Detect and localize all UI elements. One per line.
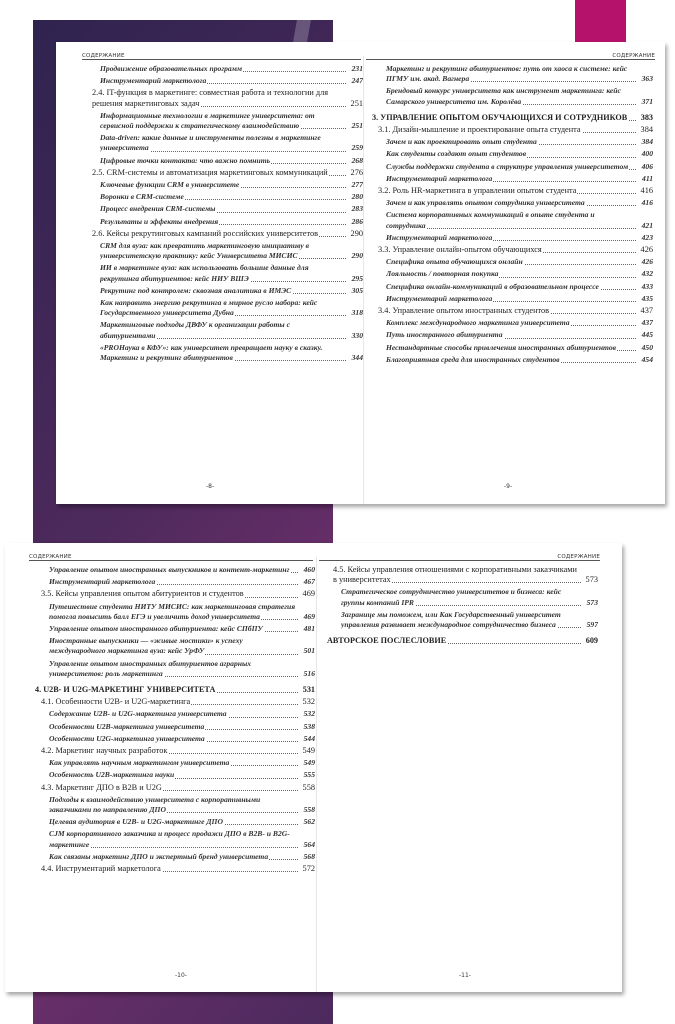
toc-entry [372, 186, 653, 196]
header-rule [29, 560, 313, 561]
toc-entry-title: Инструментарий маркетолога [386, 173, 493, 183]
toc-entry-title: 3.4. Управление опытом иностранных студентов [378, 306, 550, 316]
toc-entry-title: Рекрутинг под контролем: сквозная аналитика в ИМЭС [100, 285, 292, 295]
toc-entry-page: 531 [302, 685, 315, 695]
toc-entry-title: Как студенты создают опыт студентов [386, 149, 527, 159]
toc-entry-page: 283 [351, 204, 363, 214]
toc-entry-page: 318 [351, 308, 363, 318]
toc-entry [35, 770, 315, 780]
toc-entry [35, 783, 315, 793]
toc-entry-page: 290 [350, 228, 363, 238]
toc-entry-title: Воронки в CRM-системе [100, 192, 184, 202]
page-number: -8- [206, 483, 215, 490]
toc-entry-page: 432 [641, 269, 653, 279]
toc-entry-title: Особенность U2B-маркетинга науки [49, 770, 175, 780]
toc-entry-title: Продвижение образовательных программ [100, 64, 243, 73]
toc-entry-page: 597 [586, 620, 598, 630]
toc-entry-title: Ключевые функции CRM в университете [100, 180, 240, 190]
toc-entry-title: Маркетинг и рекрутинг абитуриентов: путь от хаоса к системе: кейс ПГМУ им. акад. Вагнера [386, 64, 628, 84]
toc-entry [372, 198, 653, 208]
toc-entry [372, 306, 653, 316]
toc-entry-title: Цифровые точки контакта: что важно помнить [100, 155, 271, 165]
toc-entry [35, 565, 315, 575]
toc-entry [35, 577, 315, 587]
toc-entry [372, 113, 653, 123]
toc-entry [35, 589, 315, 599]
toc-entry-title: Подходы к взаимодействию университета с корпоративными заказчиками по направлению ДПО [49, 794, 261, 815]
toc-entry-title: Специфика опыта обучающихся онлайн [386, 257, 523, 267]
toc-entry-title: Лояльность / повторная покупка [386, 269, 499, 279]
toc-entry [327, 636, 598, 646]
toc-entry [35, 602, 315, 622]
toc-entry-page: 276 [350, 167, 363, 177]
toc-entry-page: 549 [303, 758, 315, 768]
toc-entry [35, 636, 315, 656]
toc-entry-title: 3.5. Кейсы управления опытом абитуриентов и студентов [41, 589, 244, 599]
toc-entry [35, 817, 315, 827]
toc-entry [372, 174, 653, 184]
toc-list [35, 565, 315, 876]
toc-entry-title: Управление опытом иностранного абитуриента: кейс СПбПУ [49, 624, 263, 634]
toc-entry [86, 180, 363, 190]
toc-entry [372, 355, 653, 365]
toc-entry-page: 445 [641, 330, 653, 340]
toc-entry [372, 233, 653, 243]
toc-entry-title: Особенности U2B-маркетинга университета [49, 721, 205, 731]
toc-entry-title: Путешествие студента НИТУ МИСИС: как маркетинговая стратегия помогла повысить балл ЕГЭ и увеличить доход университета [49, 601, 296, 621]
toc-entry-title: Как управлять научным маркетингом университета [49, 758, 230, 768]
toc-entry-page: 251 [350, 98, 363, 108]
toc-entry [35, 758, 315, 768]
toc-entry-title: 3.1. Дизайн-мышление и проектирование опыта студента [378, 125, 581, 135]
toc-entry [327, 565, 598, 585]
toc-entry [372, 257, 653, 267]
toc-list [86, 64, 363, 365]
toc-entry-title: 2.4. IT-функция в маркетинге: совместная работа и технологии для решения маркетинговых задач [92, 88, 329, 108]
toc-entry-title: ИИ в маркетинге вуза: как использовать большие данные для рекрутинга абитуриентов: кейс НИУ ВШЭ [100, 263, 309, 283]
toc-entry [372, 162, 653, 172]
toc-entry [327, 610, 598, 630]
toc-entry-title: 4.5. Кейсы управления отношениями с корпоративными заказчиками в университетах [333, 565, 577, 585]
running-head: СОДЕРЖАНИЕ [612, 53, 655, 59]
magenta-accent-block [575, 0, 626, 44]
toc-entry-title: Зачем и как управлять опытом сотрудника университета [386, 198, 585, 208]
toc-entry-title: Информационные технологии в маркетинге университета: от сервисной поддержки к стратегическому взаимодействию [100, 110, 315, 131]
toc-entry-title: Загранице мы поможем, или Как Государственный университет управления развивает международное сотрудничество бизнеса [341, 609, 561, 630]
toc-entry-page: 406 [641, 161, 653, 171]
toc-entry-title: Управление опытом иностранных выпускников и контент-маркетинг [49, 565, 290, 574]
page-number: -10- [175, 972, 187, 979]
running-head: СОДЕРЖАНИЕ [29, 554, 72, 560]
toc-entry-page: 277 [351, 180, 363, 190]
toc-entry-page: 371 [641, 96, 653, 106]
toc-entry [35, 795, 315, 815]
toc-entry-page: 532 [302, 697, 315, 707]
toc-entry-page: 481 [303, 624, 315, 634]
toc-entry [372, 343, 653, 353]
toc-entry-page: 384 [640, 125, 653, 135]
toc-entry-page: 290 [351, 251, 363, 261]
toc-entry-title: 2.6. Кейсы рекрутинговых кампаний российских университетов [92, 228, 319, 238]
book-spread-pages-8-9 [56, 42, 665, 504]
toc-entry-page: 558 [302, 782, 315, 792]
toc-entry [372, 269, 653, 279]
toc-entry-page: 305 [351, 285, 363, 295]
toc-entry-title: Благоприятная среда для иностранных студентов [386, 354, 560, 364]
toc-entry [86, 168, 363, 178]
toc-entry-title: АВТОРСКОЕ ПОСЛЕСЛОВИЕ [327, 636, 447, 646]
toc-entry-title: 2.5. CRM-системы и автоматизация маркетинговых коммуникаций [92, 167, 328, 177]
page-8 [56, 42, 361, 504]
toc-entry [372, 210, 653, 230]
toc-entry-title: Особенности U2G-маркетинга университета [49, 733, 205, 743]
toc-entry-title: Службы поддержки студента в структуре управления университетом [386, 161, 629, 171]
toc-entry-page: 544 [303, 733, 315, 743]
toc-entry-page: 564 [303, 839, 315, 849]
toc-entry [35, 697, 315, 707]
running-head: СОДЕРЖАНИЕ [557, 554, 600, 560]
toc-entry-page: 383 [640, 112, 653, 122]
toc-entry [86, 320, 363, 340]
toc-entry-page: 421 [641, 220, 653, 230]
toc-entry-title: Управление опытом иностранных абитуриентов аграрных университетов: роль маркетинга [49, 658, 252, 678]
toc-entry-title: Инструментарий маркетолога [386, 293, 493, 303]
toc-list [327, 565, 598, 648]
toc-entry-page: 437 [641, 318, 653, 328]
page-number: -11- [459, 972, 471, 979]
toc-entry [327, 587, 598, 607]
toc-entry-page: 363 [641, 74, 653, 84]
toc-entry [35, 864, 315, 874]
toc-entry-title: Специфика онлайн-коммуникаций в образовательном процессе [386, 281, 599, 291]
toc-entry-page: 558 [303, 805, 315, 815]
toc-entry-page: 573 [585, 575, 598, 585]
toc-entry [35, 734, 315, 744]
toc-entry [35, 709, 315, 719]
toc-entry-page: 538 [303, 721, 315, 731]
toc-entry [372, 245, 653, 255]
toc-entry-page: 501 [303, 646, 315, 656]
gutter [363, 56, 364, 504]
toc-entry [86, 88, 363, 108]
toc-entry-title: CRM для вуза: как превратить маркетинговую инициативу в университетскую практику: кейс Университета МИСИС [100, 241, 310, 261]
toc-entry-page: 411 [642, 173, 653, 183]
toc-entry [35, 722, 315, 732]
toc-entry-title: Инструментарий маркетолога [386, 232, 493, 242]
toc-entry [86, 343, 363, 363]
toc-entry [35, 685, 315, 695]
toc-entry-title: Инструментарий маркетолога [49, 577, 156, 587]
toc-entry-page: 426 [641, 257, 653, 267]
toc-entry-page: 568 [303, 851, 315, 861]
toc-entry-page: 549 [302, 746, 315, 756]
toc-entry-title: Data-driven: какие данные и инструменты полезны в маркетинге университета [100, 133, 321, 153]
page-9 [366, 42, 665, 504]
toc-entry-title: Комплекс международного маркетинга университета [386, 318, 570, 328]
toc-entry [372, 86, 653, 106]
toc-entry-title: Маркетинговые подходы ДВФУ к организации работы с абитуриентами [100, 320, 290, 340]
toc-entry [372, 137, 653, 147]
toc-entry-title: Процесс внедрения CRM-системы [100, 204, 216, 214]
toc-entry-page: 437 [640, 306, 653, 316]
toc-entry-title: 4.3. Маркетинг ДПО в B2B и U2G [41, 782, 162, 792]
toc-entry-title: Зачем и как проектировать опыт студента [386, 137, 537, 147]
toc-entry-page: 562 [303, 817, 315, 827]
toc-entry-page: 450 [641, 342, 653, 352]
toc-entry [86, 263, 363, 283]
toc-entry-page: 423 [641, 232, 653, 242]
toc-entry-page: 460 [303, 565, 315, 574]
toc-entry-page: 330 [351, 330, 363, 340]
toc-entry-page: 532 [303, 709, 315, 719]
toc-entry-page: 400 [641, 149, 653, 159]
toc-entry [86, 111, 363, 131]
toc-entry-title: Как связаны маркетинг ДПО и экспертный бренд университета [49, 851, 269, 861]
toc-entry-page: 247 [351, 76, 363, 86]
toc-entry-page: 268 [351, 155, 363, 165]
page-10 [5, 543, 313, 992]
toc-entry-title: Результаты и эффекты внедрения [100, 216, 219, 226]
toc-entry-page: 469 [303, 611, 315, 621]
book-spread-pages-10-11 [5, 543, 622, 992]
toc-entry-page: 416 [640, 186, 653, 196]
toc-entry-page: 416 [641, 198, 653, 208]
toc-entry-page: 435 [641, 293, 653, 303]
toc-entry-title: Как направить энергию рекрутинга в мирное русло набора: кейс Государственного университета Дубна [100, 298, 318, 318]
toc-entry-title: 3.3. Управление онлайн-опытом обучающихся [378, 245, 542, 255]
toc-entry [86, 217, 363, 227]
toc-entry-title: 4.4. Инструментарий маркетолога [41, 864, 161, 874]
toc-entry [86, 204, 363, 214]
toc-entry-title: CJM корпоративного заказчика и процесс продажи ДПО в B2B- и B2G-маркетинге [49, 829, 290, 849]
toc-entry-title: Содержание U2B- и U2G-маркетинга университета [49, 709, 227, 719]
toc-entry [86, 286, 363, 296]
toc-entry-page: 516 [303, 668, 315, 678]
toc-entry-title: «PROНаука в КФУ»: как университет превращает науку в сказку. Маркетинг и рекрутинг абитуриентов [100, 342, 323, 363]
toc-entry [86, 229, 363, 239]
toc-entry-title: 4.2. Маркетинг научных разработок [41, 746, 168, 756]
toc-entry-page: 344 [351, 353, 363, 363]
toc-entry [35, 746, 315, 756]
toc-entry-title: 4.1. Особенности U2B- и U2G-маркетинга [41, 697, 191, 707]
toc-entry [86, 192, 363, 202]
toc-entry [35, 624, 315, 634]
toc-entry-page: 286 [351, 216, 363, 226]
toc-entry-title: 3. УПРАВЛЕНИЕ ОПЫТОМ ОБУЧАЮЩИХСЯ И СОТРУДНИКОВ [372, 112, 628, 122]
toc-entry [372, 294, 653, 304]
toc-entry [35, 852, 315, 862]
toc-entry-page: 426 [640, 245, 653, 255]
toc-entry-page: 555 [303, 770, 315, 780]
toc-entry-title: Стратегическое сотрудничество университетов и бизнеса: кейс группы компаний IPR [341, 587, 562, 607]
toc-entry [372, 64, 653, 84]
toc-entry [86, 156, 363, 166]
page-11 [319, 543, 622, 992]
toc-entry-title: Инструментарий маркетолога [100, 76, 207, 86]
toc-entry [86, 133, 363, 153]
gutter [316, 557, 317, 992]
toc-entry [372, 318, 653, 328]
toc-entry [372, 330, 653, 340]
toc-entry-page: 609 [585, 636, 598, 646]
toc-entry [86, 241, 363, 261]
toc-entry-title: Брендовый конкурс университета как инструмент маркетинга: кейс Самарского университета им. Королёва [386, 86, 621, 106]
toc-entry-title: Нестандартные способы привлечения иностранных абитуриентов [386, 342, 617, 352]
toc-entry [372, 149, 653, 159]
toc-entry [35, 659, 315, 679]
toc-entry-page: 259 [351, 143, 363, 153]
toc-entry-page: 467 [303, 577, 315, 587]
header-rule [366, 59, 655, 60]
toc-entry [372, 282, 653, 292]
toc-list [372, 64, 653, 367]
toc-entry-page: 280 [351, 192, 363, 202]
toc-entry-title: 4. U2B- И U2G-МАРКЕТИНГ УНИВЕРСИТЕТА [35, 685, 216, 695]
running-head: СОДЕРЖАНИЕ [82, 53, 125, 59]
toc-entry-page: 573 [586, 597, 598, 607]
toc-entry [372, 125, 653, 135]
toc-entry-page: 433 [641, 281, 653, 291]
toc-entry-title: Целевая аудитория в U2B- и U2G-маркетинге ДПО [49, 817, 223, 827]
toc-entry-page: 295 [351, 273, 363, 283]
toc-entry-page: 572 [302, 864, 315, 874]
page-number: -9- [504, 483, 513, 490]
toc-entry-page: 231 [351, 64, 363, 73]
header-rule [319, 560, 600, 561]
toc-entry-page: 251 [351, 121, 363, 131]
toc-entry-title: Иностранные выпускники — «живые мостики» к успеху международного маркетинга вуза: кейс УрФУ [49, 636, 243, 656]
toc-entry-page: 469 [302, 589, 315, 599]
toc-entry-page: 454 [641, 354, 653, 364]
toc-entry-title: Система корпоративных коммуникаций в опыте студента и сотрудника [386, 210, 595, 230]
toc-entry-page: 384 [641, 137, 653, 147]
toc-entry [86, 64, 363, 74]
toc-entry [86, 76, 363, 86]
toc-entry-title: 3.2. Роль HR-маркетинга в управлении опытом студента [378, 186, 577, 196]
toc-entry [86, 298, 363, 318]
toc-entry-title: Путь иностранного абитуриента [386, 330, 503, 340]
toc-entry [35, 829, 315, 849]
header-rule [82, 59, 361, 60]
